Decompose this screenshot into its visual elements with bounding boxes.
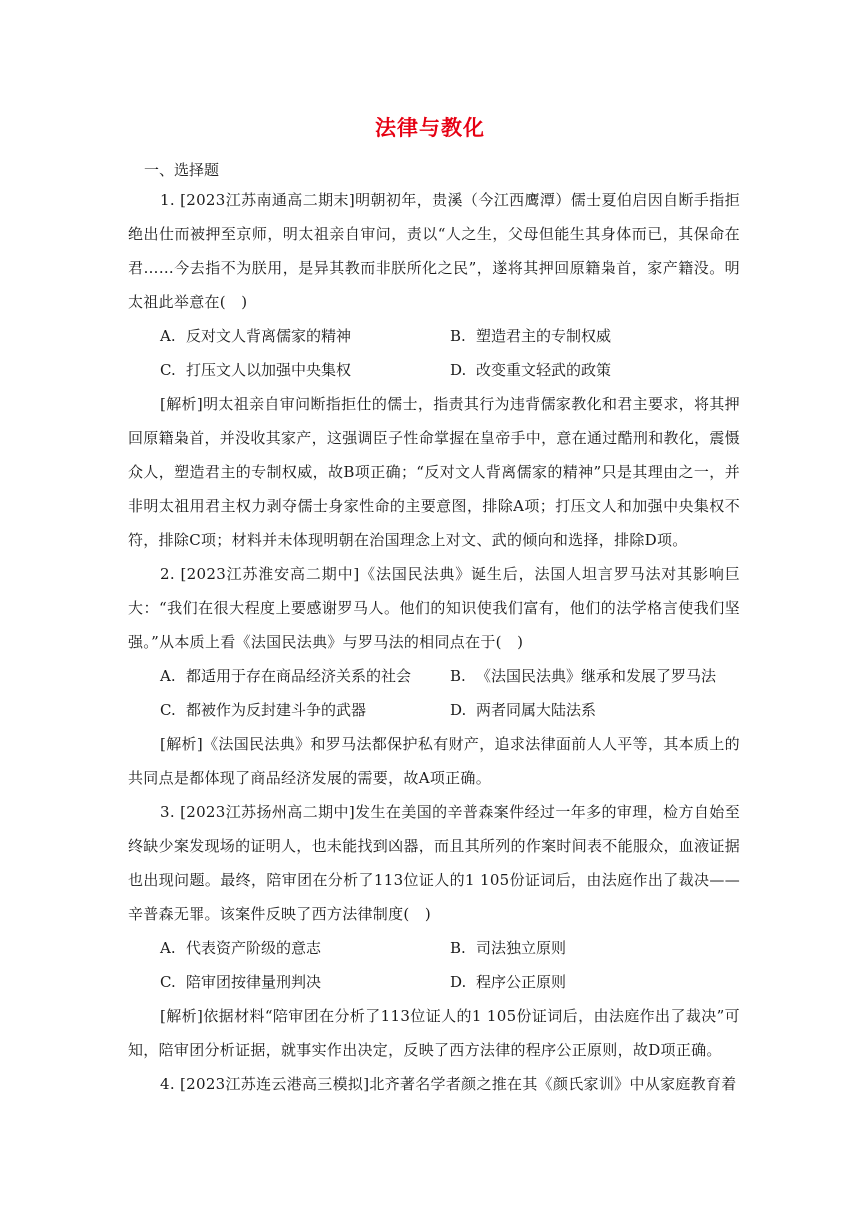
option-b — [450, 319, 740, 353]
question-1-stem — [128, 183, 740, 319]
question-stem-text: 4. [2023江苏连云港高三模拟]北齐著名学者颜之推在其《颜氏家训》中从家庭教育着 — [160, 1075, 737, 1093]
question-3-options — [160, 931, 740, 999]
question-3-analysis — [128, 999, 740, 1067]
option-text: 程序公正原则 — [476, 973, 567, 991]
option-d — [450, 965, 740, 999]
option-text: 都被作为反封建斗争的武器 — [186, 701, 367, 719]
page-title: 法律与教化 — [375, 116, 485, 140]
option-letter: D. — [450, 701, 467, 719]
analysis-text: [解析]依据材料“陪审团在分析了113位证人的1 105份证词后，由法庭作出了裁决”可知，陪审团分析证据，就事实作出决定，反映了西方法律的程序公正原则，故D项正确。 — [128, 1007, 740, 1059]
option-text: 塑造君主的专制权威 — [476, 327, 612, 345]
option-text: 打压文人以加强中央集权 — [186, 361, 352, 379]
option-a — [160, 931, 450, 965]
option-a — [160, 319, 450, 353]
option-d — [450, 693, 740, 727]
option-letter: B. — [450, 667, 466, 685]
section-heading: 一、选择题 — [144, 161, 220, 179]
question-2-options — [160, 659, 740, 727]
option-letter: A. — [160, 327, 176, 345]
option-letter: A. — [160, 939, 176, 957]
option-a — [160, 659, 450, 693]
option-text: 陪审团按律量刑判决 — [186, 973, 322, 991]
option-letter: D. — [450, 973, 467, 991]
option-text: 司法独立原则 — [476, 939, 567, 957]
analysis-text: [解析]明太祖亲自审问断指拒仕的儒士，指责其行为违背儒家教化和君主要求，将其押回原籍枭首，并没收其家产，这强调臣子性命掌握在皇帝手中，意在通过酷刑和教化，震慑众人，塑造君主的专制权威，故B项正确；“反对文人背离儒家的精神”只是其理由之一，并非明太祖用君主权力剥夺儒士身家性命的主要意图，排除A项；打压文人和加强中央集权不符，排除C项；材料并未体现明朝在治国理念上对文、武的倾向和选择，排除D项。 — [128, 395, 741, 549]
option-text: 代表资产阶级的意志 — [186, 939, 322, 957]
option-d — [450, 353, 740, 387]
option-letter: B. — [450, 939, 466, 957]
option-text: 反对文人背离儒家的精神 — [186, 327, 352, 345]
question-4-stem — [128, 1067, 740, 1101]
option-text: 都适用于存在商品经济关系的社会 — [186, 667, 412, 685]
question-2-analysis — [128, 727, 740, 795]
option-letter: B. — [450, 327, 466, 345]
option-letter: A. — [160, 667, 176, 685]
option-letter: C. — [160, 973, 176, 991]
question-1-options — [160, 319, 740, 387]
question-stem-text: 3. [2023江苏扬州高二期中]发生在美国的辛普森案件经过一年多的审理，检方自始至终缺少案发现场的证明人，也未能找到凶器，而且其所列的作案时间表不能服众，血液证据也出现问题。最终，陪审团在分析了113位证人的1 105份证词后，由法庭作出了裁决——辛普森无罪。该案件反映了西方法律制度( ) — [128, 803, 741, 923]
option-letter: D. — [450, 361, 467, 379]
question-stem-text: 1. [2023江苏南通高二期末]明朝初年，贵溪（今江西鹰潭）儒士夏伯启因自断手指拒绝出仕而被押至京师，明太祖亲自审问，责以“人之生，父母但能生其身体而已，其保命在君……今去指不为朕用，是异其教而非朕所化之民”，遂将其押回原籍枭首，家产籍没。明太祖此举意在( ) — [128, 191, 740, 311]
question-stem-text: 2. [2023江苏淮安高二期中]《法国民法典》诞生后，法国人坦言罗马法对其影响巨大：“我们在很大程度上要感谢罗马人。他们的知识使我们富有，他们的法学格言使我们坚强。”从本质上看《法国民法典》与罗马法的相同点在于( ) — [128, 565, 740, 651]
question-1-analysis — [128, 387, 740, 557]
option-letter: C. — [160, 701, 176, 719]
question-3-stem — [128, 795, 740, 931]
option-text: 改变重文轻武的政策 — [476, 361, 612, 379]
option-letter: C. — [160, 361, 176, 379]
option-b — [450, 659, 740, 693]
option-b — [450, 931, 740, 965]
option-text: 两者同属大陆法系 — [476, 701, 597, 719]
option-text: 《法国民法典》继承和发展了罗马法 — [476, 667, 717, 685]
option-c — [160, 965, 450, 999]
option-c — [160, 353, 450, 387]
option-c — [160, 693, 450, 727]
analysis-text: [解析]《法国民法典》和罗马法都保护私有财产，追求法律面前人人平等，其本质上的共同点是都体现了商品经济发展的需要，故A项正确。 — [128, 735, 740, 787]
question-2-stem — [128, 557, 740, 659]
